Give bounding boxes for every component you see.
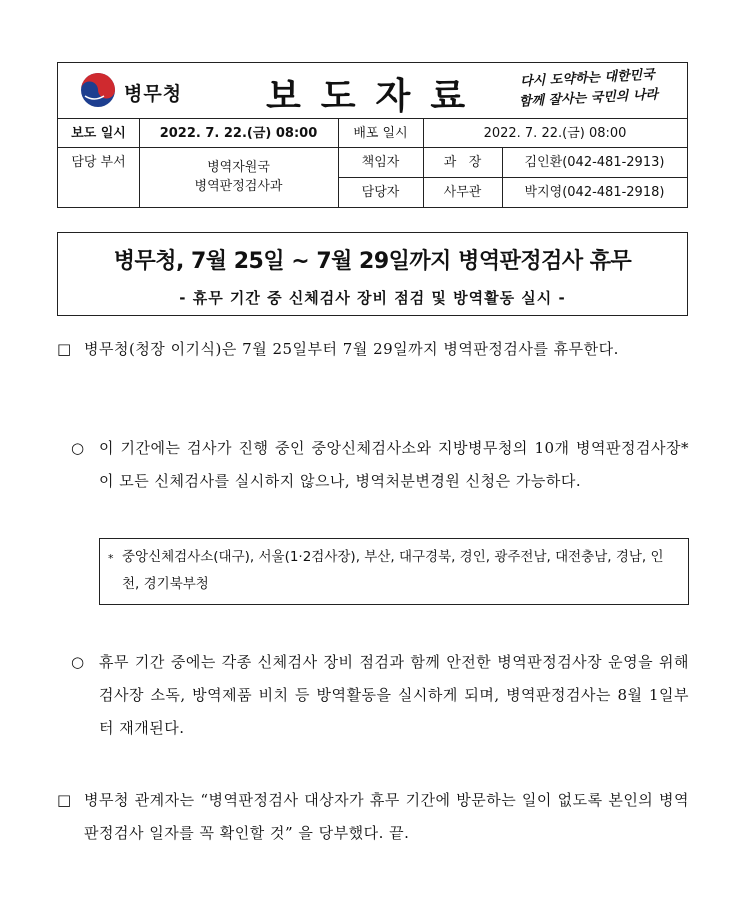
paragraph-4 bbox=[57, 784, 689, 850]
responsible-name: 김인환(042-481-2913) bbox=[524, 154, 665, 170]
square-bullet-icon: □ bbox=[57, 340, 72, 358]
paragraph-2 bbox=[71, 432, 689, 498]
department-line-2: 병역판정검사과 bbox=[194, 179, 283, 194]
report-date-label: 보도 일시 bbox=[71, 125, 126, 141]
testing-center-note bbox=[99, 538, 689, 605]
department-line-1: 병역자원국 bbox=[207, 160, 270, 175]
slogan-line-2: 함께 잘사는 국민의 나라 bbox=[518, 87, 659, 110]
headline-title: 병무청, 7월 25일 ~ 7월 29일까지 병역판정검사 휴무 bbox=[113, 249, 632, 274]
paragraph-1 bbox=[57, 333, 689, 366]
slogan-line-1: 다시 도약하는 대한민국 bbox=[519, 67, 656, 90]
contact-name: 박지영(042-481-2918) bbox=[524, 184, 665, 200]
square-bullet-icon: □ bbox=[57, 791, 72, 809]
testing-center-list: 중앙신체검사소(대구), 서울(1·2검사장), 부산, 대구경북, 경인, 광주전남, 대전충남, 경남, 인천, 경기북부청 bbox=[122, 549, 664, 592]
release-info-table bbox=[57, 118, 688, 208]
paragraph-3-text: 휴무 기간 중에는 각종 신체검사 장비 점검과 함께 안전한 병역판정검사장 운영을 위해 검사장 소독, 방역제품 비치 등 방역활동을 실시하게 되며, 병역판정검사는 8월 1일부터 재개된다. bbox=[99, 653, 689, 737]
circle-bullet-icon: ○ bbox=[71, 439, 85, 457]
document-title: 보도자료 bbox=[266, 75, 486, 117]
headline-subtitle: - 휴무 기간 중 신체검사 장비 점검 및 방역활동 실시 - bbox=[179, 289, 566, 307]
department-value bbox=[139, 147, 338, 207]
press-release-header bbox=[57, 62, 688, 119]
contact-title: 사무관 bbox=[443, 184, 482, 200]
contact-label: 담당자 bbox=[361, 184, 400, 200]
responsible-label: 책임자 bbox=[361, 154, 400, 170]
circle-bullet-icon: ○ bbox=[71, 653, 85, 671]
paragraph-1-text: 병무청(청장 이기식)은 7월 25일부터 7월 29일까지 병역판정검사를 휴무한다. bbox=[84, 340, 619, 358]
headline-box bbox=[57, 232, 688, 316]
org-name: 병무청 bbox=[124, 83, 183, 105]
distribution-date-value: 2022. 7. 22.(금) 08:00 bbox=[483, 125, 627, 141]
paragraph-4-text: 병무청 관계자는 “병역판정검사 대상자가 휴무 기간에 방문하는 일이 없도록 본인의 병역판정검사 일자를 꼭 확인할 것” 을 당부했다. 끝. bbox=[84, 791, 689, 842]
responsible-title: 과 장 bbox=[443, 154, 482, 170]
asterisk-mark: * bbox=[108, 552, 114, 565]
distribution-date-label: 배포 일시 bbox=[353, 125, 408, 141]
government-slogan bbox=[497, 64, 679, 113]
paragraph-3 bbox=[71, 646, 689, 745]
report-date-value: 2022. 7. 22.(금) 08:00 bbox=[159, 125, 318, 141]
mma-logo-icon bbox=[80, 72, 116, 108]
department-label: 담당 부서 bbox=[71, 154, 126, 170]
paragraph-2-text: 이 기간에는 검사가 진행 중인 중앙신체검사소와 지방병무청의 10개 병역판정검사장*이 모든 신체검사를 실시하지 않으나, 병역처분변경원 신청은 가능하다. bbox=[99, 439, 689, 490]
